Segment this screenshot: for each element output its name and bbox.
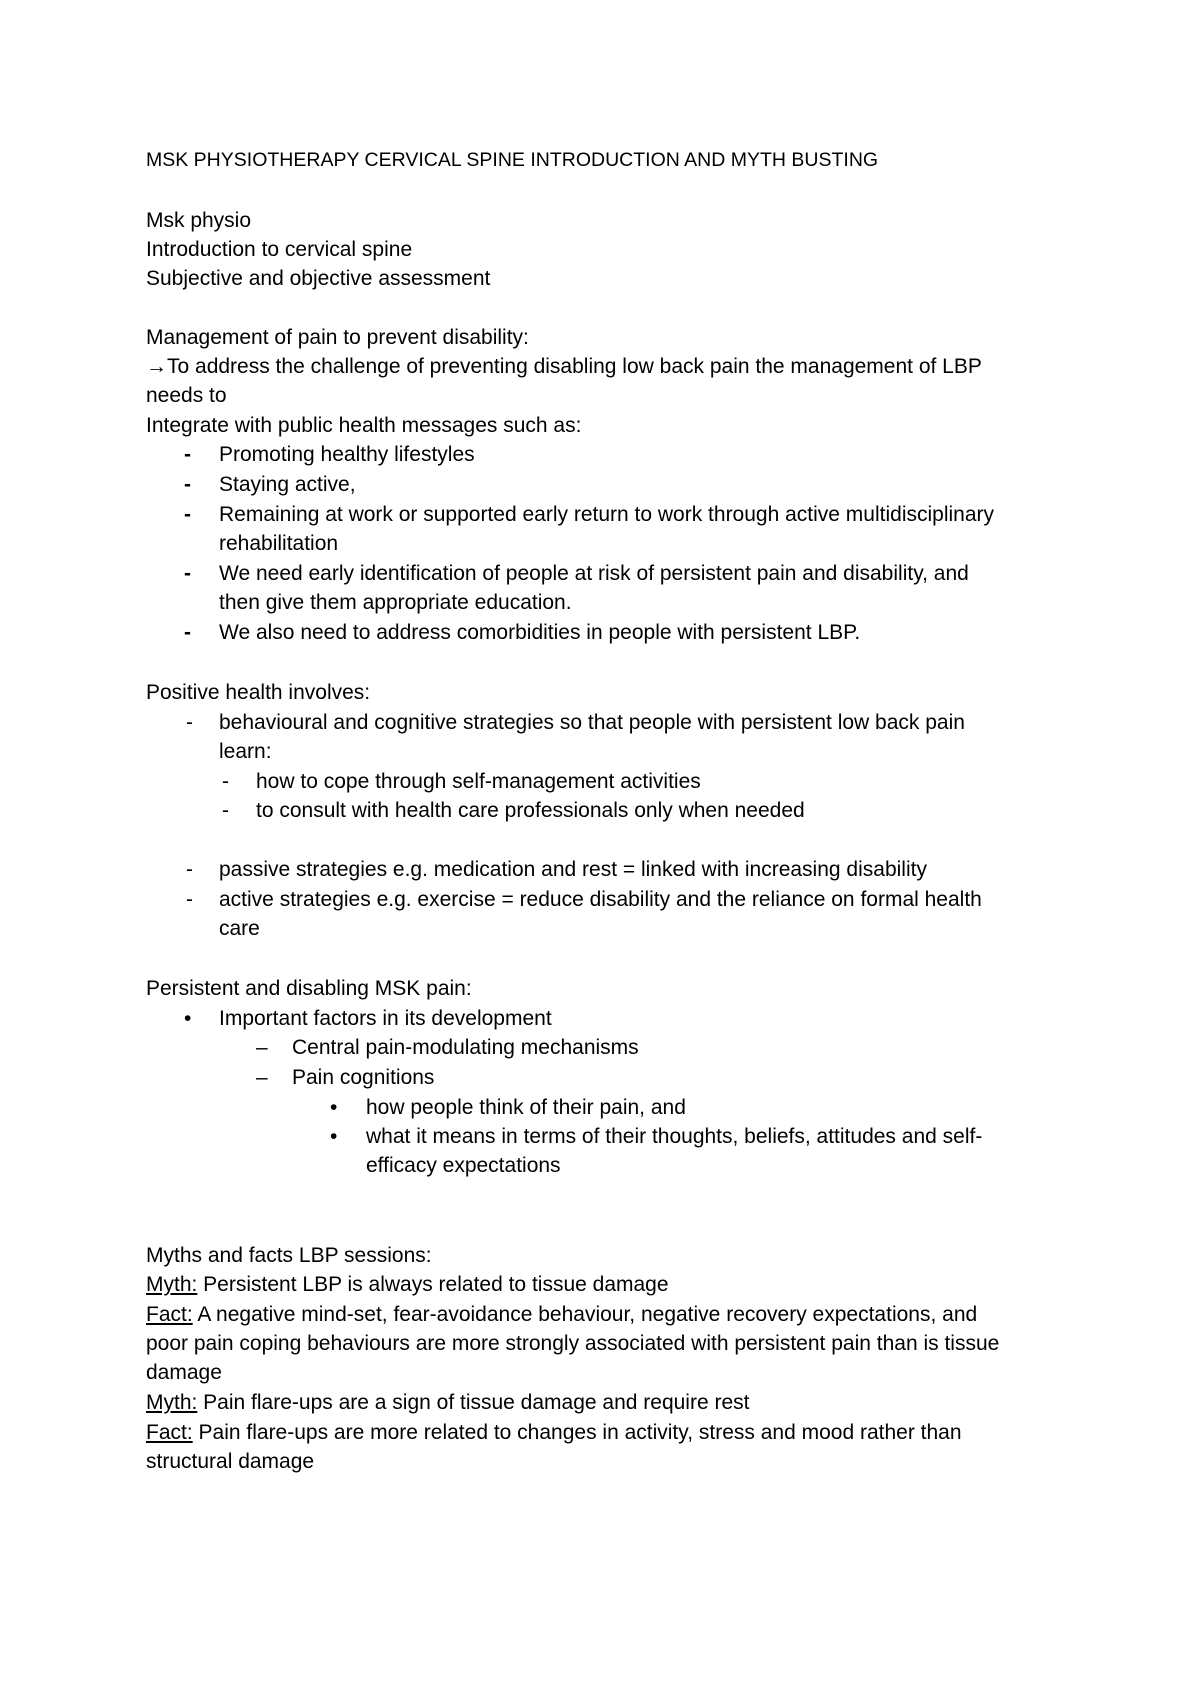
intro-line: Introduction to cervical spine (146, 238, 413, 261)
fact-text: Pain flare-ups are more related to changes in activity, stress and mood rather than (192, 1421, 962, 1444)
fact-line-cont: poor pain coping behaviours are more strongly associated with persistent pain than is tissue (146, 1332, 1000, 1355)
list-item-cont: care (219, 917, 260, 940)
level2-item: Pain cognitions (292, 1066, 435, 1089)
fact-line-cont: damage (146, 1361, 222, 1384)
section-heading-management: Management of pain to prevent disability: (146, 326, 529, 349)
bullet-marker: - (186, 858, 193, 881)
document-title: MSK PHYSIOTHERAPY CERVICAL SPINE INTRODUCTION AND MYTH BUSTING (146, 149, 879, 171)
list-item: Promoting healthy lifestyles (219, 443, 475, 466)
level2-item: Central pain-modulating mechanisms (292, 1036, 639, 1059)
myth-label: Myth: (146, 1391, 198, 1414)
myth-line (146, 1270, 669, 1300)
list-item: Staying active, (219, 473, 356, 496)
list-item: Important factors in its development (219, 1007, 552, 1030)
list-item: We also need to address comorbidities in people with persistent LBP. (219, 621, 861, 644)
level3-item: how people think of their pain, and (366, 1096, 686, 1119)
bullet-marker: - (184, 503, 191, 526)
management-arrow-line: →To address the challenge of preventing disabling low back pain the management of LBP (146, 355, 982, 378)
list-item: Remaining at work or supported early return to work through active multidisciplinary (219, 503, 995, 526)
list-item: behavioural and cognitive strategies so that people with persistent low back pain (219, 711, 965, 734)
fact-line (146, 1418, 962, 1448)
myth-line (146, 1388, 750, 1418)
bullet-marker: - (222, 799, 229, 822)
intro-line: Subjective and objective assessment (146, 267, 491, 290)
list-item: passive strategies e.g. medication and rest = linked with increasing disability (219, 858, 927, 881)
intro-line: Msk physio (146, 209, 252, 232)
bullet-marker: - (184, 562, 191, 585)
fact-line-cont: structural damage (146, 1450, 315, 1473)
fact-text: A negative mind-set, fear-avoidance behaviour, negative recovery expectations, and (192, 1303, 978, 1326)
bullet-marker: • (330, 1096, 338, 1119)
myth-text: Persistent LBP is always related to tissue damage (197, 1273, 669, 1296)
fact-label: Fact: (146, 1421, 193, 1444)
level3-item-cont: efficacy expectations (366, 1154, 561, 1177)
bullet-marker: • (330, 1125, 338, 1148)
sub-list-item: to consult with health care professionals only when needed (256, 799, 805, 822)
section-heading-positive: Positive health involves: (146, 681, 371, 704)
management-integrate-line: Integrate with public health messages such as: (146, 414, 582, 437)
dash-marker: – (256, 1036, 268, 1059)
bullet-marker: - (184, 621, 191, 644)
list-item: active strategies e.g. exercise = reduce disability and the reliance on formal health (219, 888, 982, 911)
bullet-marker: - (186, 711, 193, 734)
bullet-marker: - (184, 443, 191, 466)
level3-item: what it means in terms of their thoughts, beliefs, attitudes and self- (366, 1125, 983, 1148)
bullet-marker: - (184, 473, 191, 496)
list-item-cont: then give them appropriate education. (219, 591, 572, 614)
list-item-cont: rehabilitation (219, 532, 339, 555)
sub-list-item: how to cope through self-management activities (256, 770, 701, 793)
fact-label: Fact: (146, 1303, 193, 1326)
section-heading-myths: Myths and facts LBP sessions: (146, 1244, 432, 1267)
myth-label: Myth: (146, 1273, 198, 1296)
section-heading-persistent: Persistent and disabling MSK pain: (146, 977, 472, 1000)
dash-marker: – (256, 1066, 268, 1089)
list-item-cont: learn: (219, 740, 272, 763)
myth-text: Pain flare-ups are a sign of tissue damage and require rest (197, 1391, 750, 1414)
management-arrow-line-cont: needs to (146, 384, 227, 407)
fact-line (146, 1300, 977, 1330)
bullet-marker: - (222, 770, 229, 793)
bullet-marker: • (184, 1007, 192, 1030)
bullet-marker: - (186, 888, 193, 911)
list-item: We need early identification of people at risk of persistent pain and disability, and (219, 562, 969, 585)
